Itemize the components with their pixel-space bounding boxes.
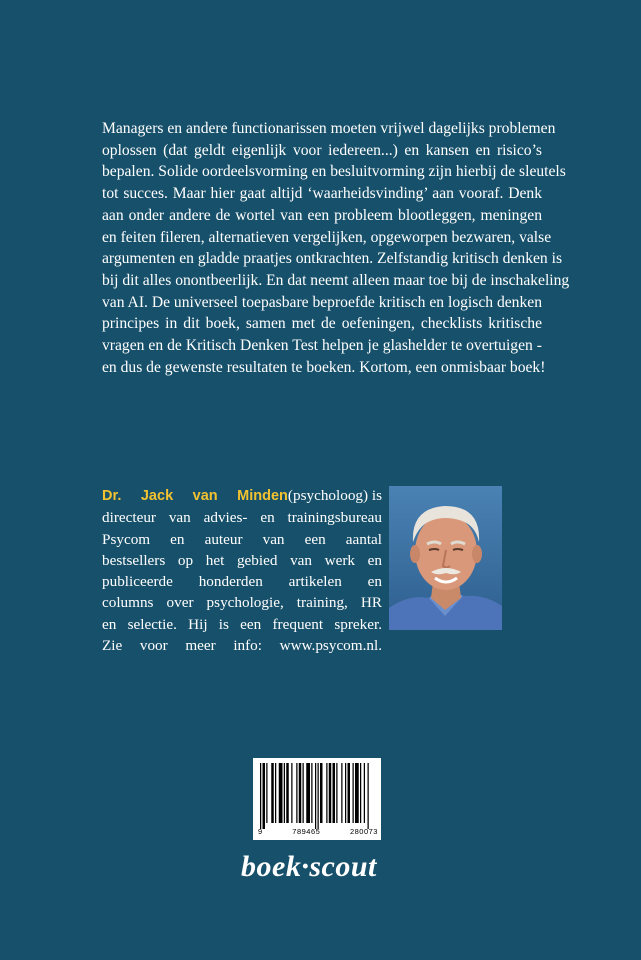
publisher-logo [241, 850, 377, 884]
author-bio-line: columns over psychologie, training, HR [102, 594, 382, 612]
blurb-line: en dus de gewenste resultaten te boeken. Kortom, een onmisbaar boek! [102, 358, 546, 376]
barcode-bar [326, 763, 327, 823]
author-bio-line: Zie voor meer info: www.psycom.nl. [102, 637, 382, 655]
barcode-bar [284, 763, 285, 823]
barcode-bar [355, 763, 359, 823]
blurb-line: bepalen. Solide oordeelsvorming en besluitvorming zijn hierbij de sleutels [102, 163, 566, 181]
barcode-bar [266, 763, 267, 823]
barcode-bar [348, 763, 351, 823]
isbn-group-1: 789465 [292, 827, 321, 836]
blurb-line: en feiten fileren, alternatieven vergelijken, opgeworpen bezwaren, valse [102, 228, 552, 246]
blurb-line: argumenten en gladde praatjes ontkrachten. Zelfstandig kritisch denken is [102, 250, 563, 268]
blurb-line: vragen en de Kritisch Denken Test helpen je glashelder te overtuigen - [102, 337, 542, 355]
blurb-line: oplossen (dat geldt eigenlijk voor iedereen...) en kansen en risico’s [102, 141, 542, 159]
barcode-bar [320, 763, 323, 823]
blurb-line: bij dit alles onontbeerlijk. En dat neemt alleen maar toe bij de inschakeling [102, 271, 570, 289]
author-bio-line: publiceerde honderden artikelen en [102, 573, 382, 591]
barcode-bar [260, 763, 261, 829]
barcode-bar [275, 763, 276, 823]
barcode-bar [345, 763, 346, 823]
barcode-bar [279, 763, 283, 823]
blurb-text [102, 118, 570, 378]
blurb-line: van AI. De universeel toepasbare beproefde kritisch en logisch denken [102, 293, 542, 311]
author-bio-line-1 [102, 485, 382, 507]
barcode-bar [299, 763, 302, 823]
barcode-bar [360, 763, 361, 823]
blurb-line: principes in dit boek, samen met de oefeningen, checklists kritische [102, 315, 542, 333]
publisher-logo-separator: · [301, 850, 310, 883]
barcode-bar [329, 763, 332, 823]
blurb-line: aan onder andere de wortel van een probleem blootleggen, meningen [102, 206, 542, 224]
barcode-bar [333, 763, 336, 823]
barcode-bar [263, 763, 266, 829]
barcode-bar [368, 763, 369, 829]
author-role: (psycholoog) is [287, 487, 382, 504]
barcode-bar [311, 763, 312, 823]
isbn-digits [258, 827, 378, 836]
barcode-bar [296, 763, 297, 823]
author-bio [102, 485, 382, 656]
author-bio-line: Psycom en auteur van een aantal [102, 530, 382, 548]
barcode-bar [353, 763, 354, 823]
barcode-bar [271, 763, 274, 823]
blurb-line: tot succes. Maar hier gaat altijd ‘waarheidsvinding’ aan vooraf. Denk [102, 185, 542, 203]
barcode-bar [291, 763, 292, 823]
barcode-bar [341, 763, 342, 823]
author-bio-line: directeur van advies- en trainingsbureau [102, 509, 382, 527]
barcode-bar [286, 763, 289, 823]
barcode-bar [303, 763, 304, 823]
author-bio-line: bestsellers op het gebied van werk en [102, 551, 382, 569]
blurb-line: Managers en andere functionarissen moeten vrijwel dagelijks problemen [102, 120, 556, 137]
publisher-logo-part1: boek [241, 850, 302, 883]
barcode-bar [318, 763, 319, 829]
author-portrait-image [389, 486, 502, 630]
author-name: Dr. Jack van Minden [102, 488, 288, 504]
author-bio-line: en selectie. Hij is een frequent spreker. [102, 615, 382, 633]
barcode-bar [364, 763, 365, 823]
isbn-prefix: 9 [258, 827, 263, 836]
author-photo [389, 486, 502, 630]
isbn-group-2: 280073 [349, 827, 378, 836]
barcode-bar [315, 763, 316, 829]
publisher-logo-part2: scout [309, 850, 377, 883]
barcode-bar [306, 763, 310, 823]
barcode-bar [336, 763, 337, 823]
